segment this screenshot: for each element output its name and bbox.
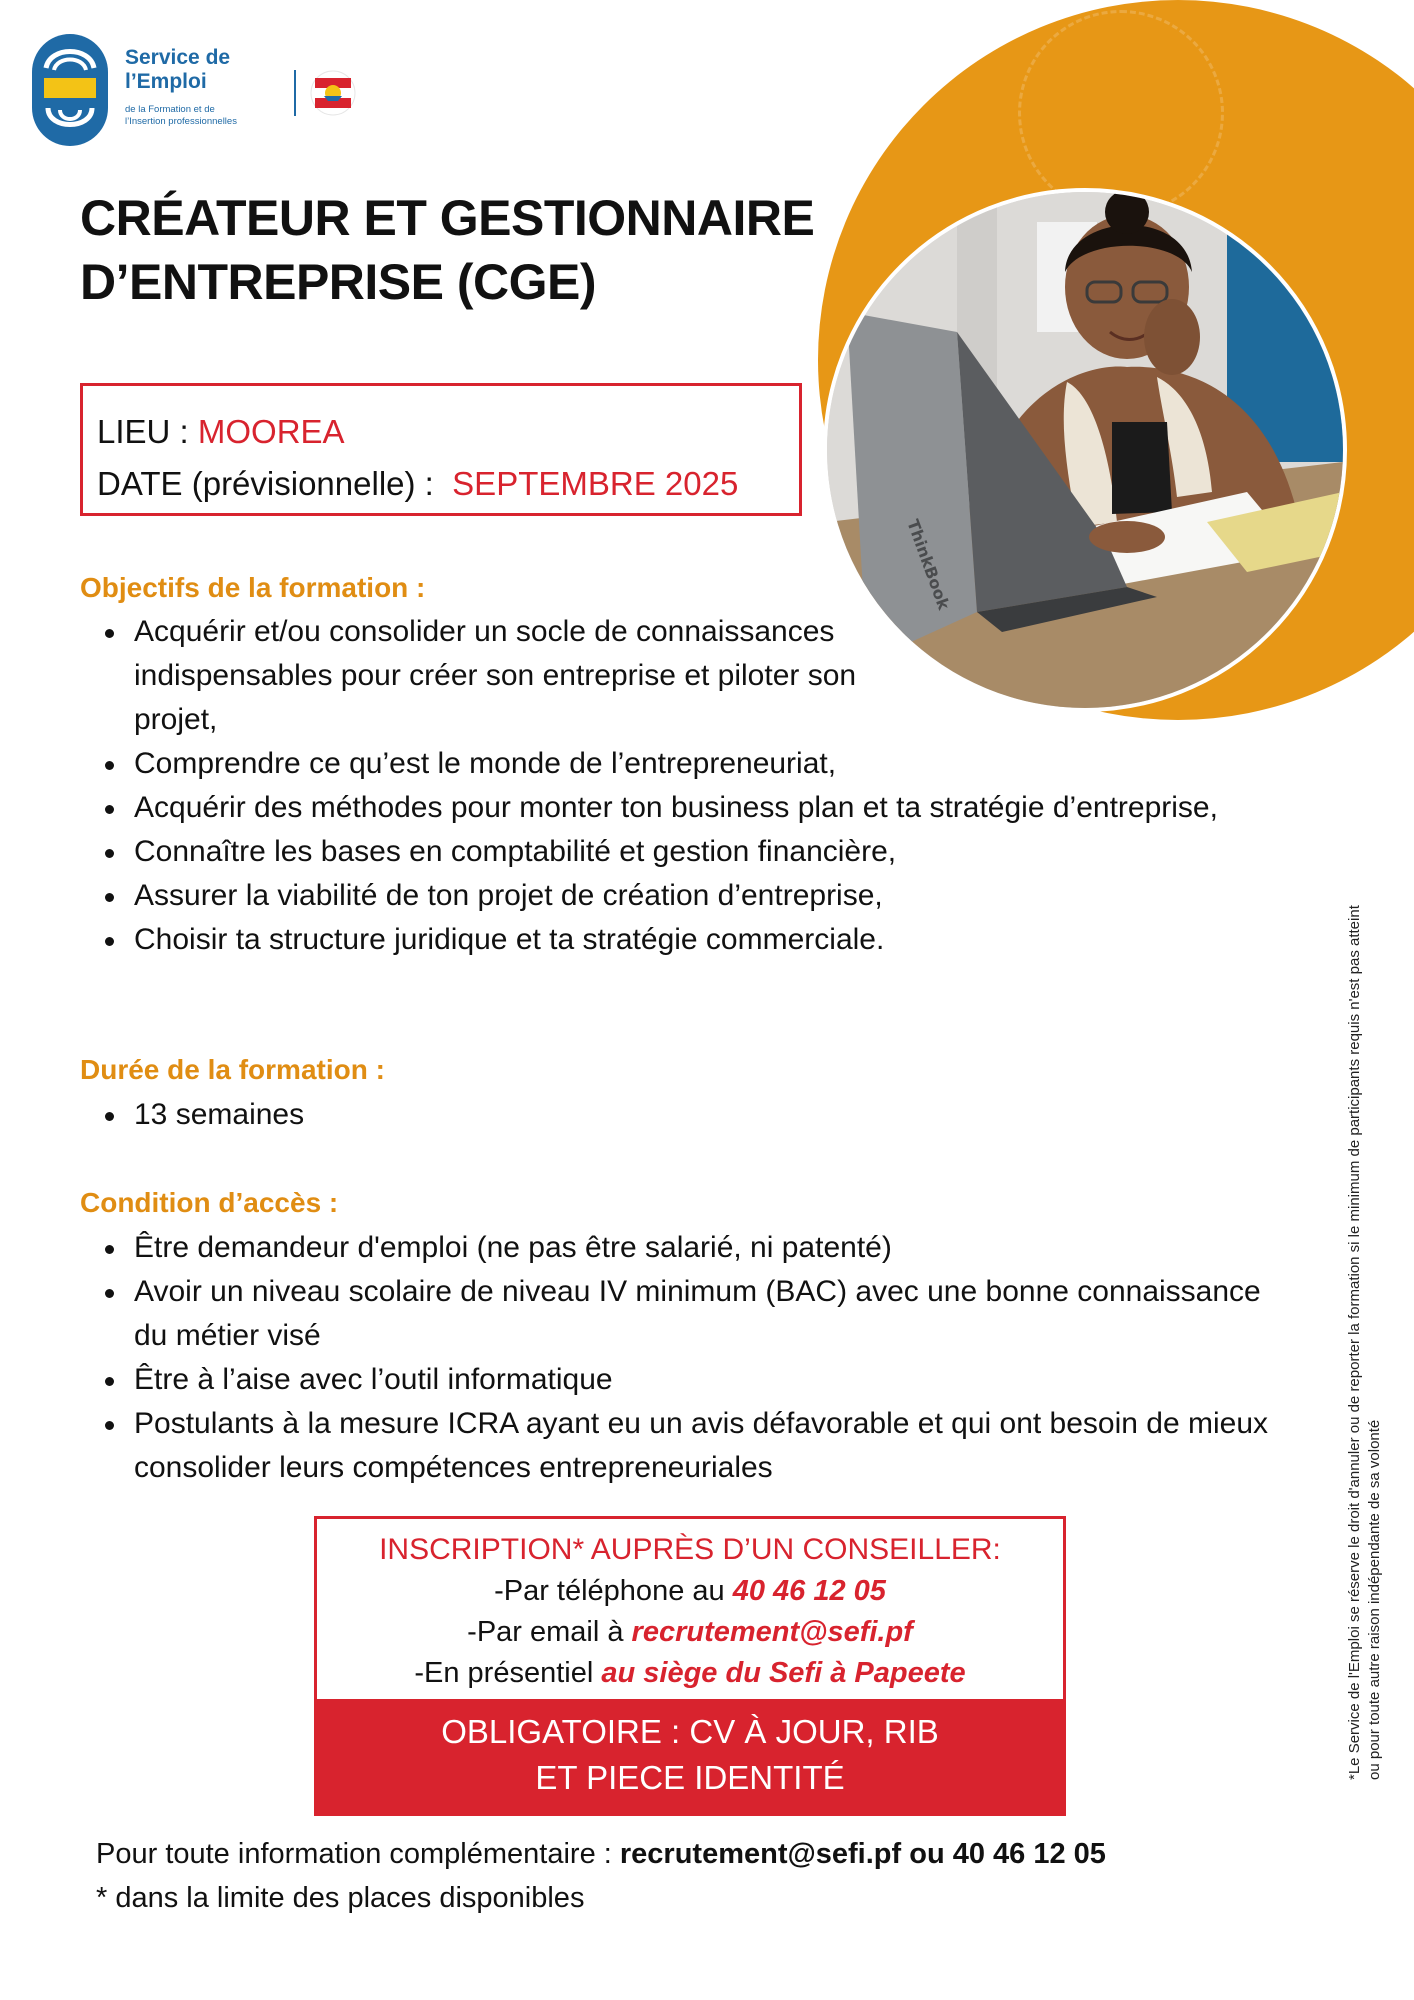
logo-shield-icon	[32, 34, 108, 146]
date-line	[97, 458, 785, 510]
registration-heading: INSCRIPTION* AUPRÈS D’UN CONSEILLER:	[379, 1533, 1001, 1566]
date-label: DATE (prévisionnelle) :	[97, 465, 453, 502]
registration-box	[314, 1516, 1066, 1816]
footer-note: * dans la limite des places disponibles	[96, 1882, 585, 1914]
logo-name: Service de l’Emploi	[125, 46, 231, 93]
phone-number[interactable]: 40 46 12 05	[732, 1575, 886, 1607]
registration-onsite	[317, 1653, 1063, 1694]
objective-item: Connaître les bases en comptabilité et gestion financière,	[96, 830, 1276, 874]
access-conditions-heading: Condition d’accès :	[80, 1187, 339, 1218]
pineapple-pattern	[1018, 10, 1224, 216]
objective-item: Acquérir et/ou consolider un socle de connaissances indispensables pour créer son entreprise et piloter son projet,	[96, 610, 894, 742]
polynesia-emblem-icon	[310, 70, 356, 116]
onsite-label: -En présentiel	[414, 1657, 602, 1689]
page-title: CRÉATEUR ET GESTIONNAIRE D’ENTREPRISE (CGE)	[80, 190, 815, 310]
objective-item: Assurer la viabilité de ton projet de création d’entreprise,	[96, 874, 1276, 918]
logo-divider	[294, 70, 296, 116]
footer-contact-value[interactable]: recrutement@sefi.pf ou 40 46 12 05	[619, 1838, 1106, 1870]
vertical-disclaimer: *Le Service de l'Emploi se réserve le droit d'annuler ou de reporter la formation si le minimum de participants requis n'est pas atteint ou pour toute autre raison indépendante de sa volonté	[1346, 905, 1383, 1780]
date-value: SEPTEMBRE 2025	[452, 465, 739, 502]
registration-email	[317, 1612, 1063, 1653]
objective-item: Comprendre ce qu’est le monde de l’entrepreneuriat,	[96, 742, 1276, 786]
location-line	[97, 406, 785, 458]
location-label: LIEU :	[97, 413, 198, 450]
phone-label: -Par téléphone au	[494, 1575, 733, 1607]
access-conditions-list	[96, 1226, 1296, 1490]
condition-item: Postulants à la mesure ICRA ayant eu un avis défavorable et qui ont besoin de mieux consolider leurs compétences entrepreneuriales	[96, 1402, 1296, 1490]
duration-heading: Durée de la formation :	[80, 1054, 385, 1085]
email-label: -Par email à	[467, 1616, 632, 1648]
objectives-heading: Objectifs de la formation :	[80, 572, 426, 603]
footer-contact	[96, 1838, 1106, 1871]
condition-item: Être à l’aise avec l’outil informatique	[96, 1358, 1296, 1402]
duration-list	[96, 1093, 1276, 1137]
onsite-location: au siège du Sefi à Papeete	[601, 1657, 966, 1689]
condition-item: Avoir un niveau scolaire de niveau IV minimum (BAC) avec une bonne connaissance du métier visé	[96, 1270, 1296, 1358]
logo-subtitle: de la Formation et de l’Insertion professionnelles	[125, 104, 237, 127]
registration-phone	[317, 1571, 1063, 1612]
email-link[interactable]: recrutement@sefi.pf	[631, 1616, 913, 1648]
footer-contact-label: Pour toute information complémentaire :	[96, 1838, 620, 1870]
condition-item: Être demandeur d'emploi (ne pas être salarié, ni patenté)	[96, 1226, 1296, 1270]
objectives-list	[96, 610, 1276, 962]
objective-item: Acquérir des méthodes pour monter ton business plan et ta stratégie d’entreprise,	[96, 786, 1276, 830]
sefi-logo	[32, 34, 352, 154]
objective-item: Choisir ta structure juridique et ta stratégie commerciale.	[96, 918, 1276, 962]
duration-item: 13 semaines	[96, 1093, 1276, 1137]
location-date-box	[80, 383, 802, 516]
mandatory-documents-banner: OBLIGATOIRE : CV À JOUR, RIB ET PIECE IDENTITÉ	[317, 1699, 1063, 1813]
location-value: MOOREA	[197, 413, 345, 450]
laptop-brand-label: ThinkBook	[903, 516, 954, 613]
